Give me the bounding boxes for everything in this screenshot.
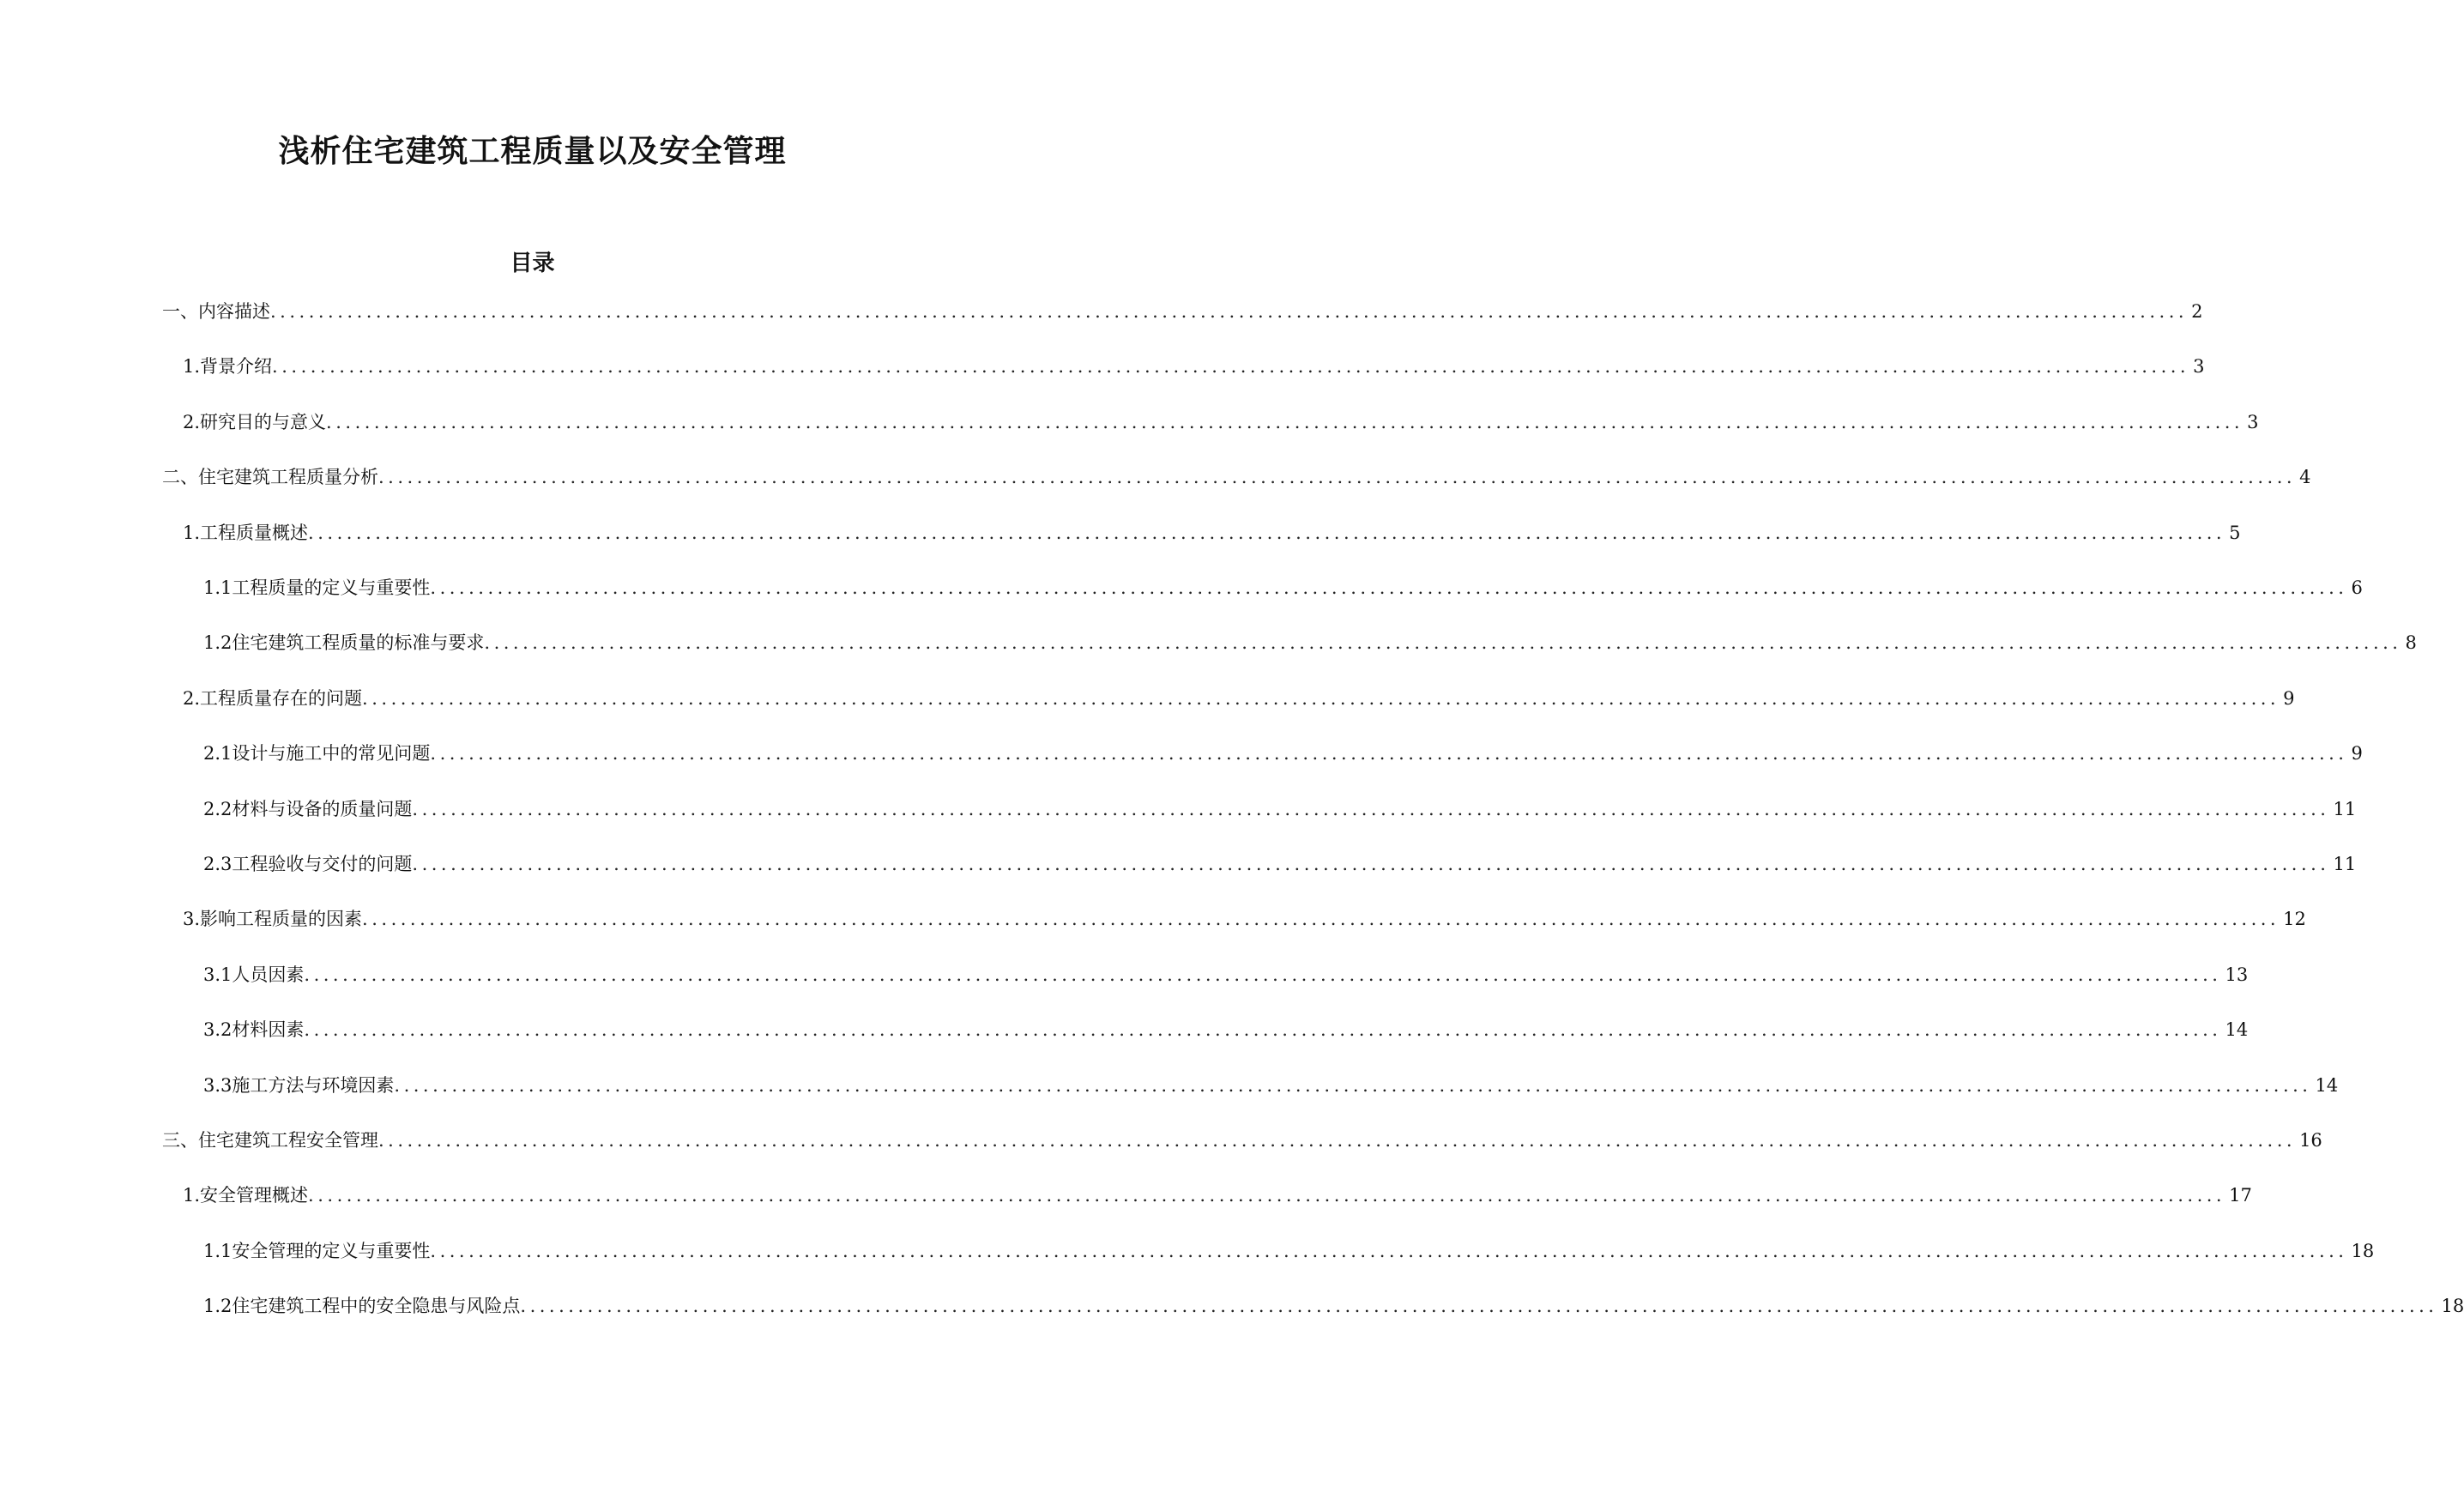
toc-dot-leader: ........................................................................................................................................................................................................ [430,577,2348,598]
toc-entry-number: 2. [183,687,201,709]
toc-entry-number: 2.3 [203,854,233,874]
toc-entry-number: 1. [183,356,201,378]
toc-entry[interactable] [183,686,2295,711]
toc-dot-leader: ........................................................................................................................................................................................................ [412,798,2330,819]
toc-entry[interactable] [183,1182,2252,1208]
toc-dot-leader: ........................................................................................................................................................................................................ [520,1296,2438,1317]
toc-page-number: 9 [2351,743,2363,765]
toc-dot-leader: ........................................................................................................................................................................................................ [326,411,2244,432]
toc-page-number: 4 [2299,467,2311,488]
toc-dot-leader: ........................................................................................................................................................................................................ [270,301,2189,322]
toc-dot-leader: ........................................................................................................................................................................................................ [378,467,2297,488]
toc-entry-title: 工程质量的定义与重要性 [232,577,431,598]
toc-entry-number: 1. [183,522,201,543]
toc-dot-leader: ........................................................................................................................................................................................................ [412,854,2330,874]
toc-entry[interactable] [203,1238,2375,1264]
toc-entry-title: 一、内容描述 [162,301,270,322]
toc-page-number: 11 [2333,854,2357,874]
toc-page-number: 18 [2441,1296,2464,1317]
toc-entry-number: 3.2 [203,1019,233,1041]
toc-entry-number: 3.1 [203,964,233,985]
toc-dot-leader: ........................................................................................................................................................................................................ [304,1019,2222,1041]
toc-entry-number: 1.2 [203,1296,233,1317]
toc-entry-number: 1.2 [203,632,233,654]
toc-entry-title: 施工方法与环境因素 [232,1074,395,1096]
toc-entry[interactable] [203,796,2357,822]
document-title: 浅析住宅建筑工程质量以及安全管理 [278,133,787,169]
toc-entry[interactable] [183,354,2205,379]
toc-page-number: 13 [2225,964,2249,985]
toc-entry-title: 研究目的与意义 [200,411,327,432]
toc-page-number: 6 [2351,577,2363,598]
toc-page-number: 2 [2191,301,2203,322]
toc-page-number: 5 [2229,522,2241,543]
toc-entry-title: 安全管理的定义与重要性 [232,1240,431,1261]
toc-page-number: 14 [2315,1074,2339,1096]
toc-dot-leader: ........................................................................................................................................................................................................ [308,522,2226,543]
toc-dot-leader: ........................................................................................................................................................................................................ [430,743,2348,765]
toc-entry[interactable] [162,299,2203,324]
toc-entry-title: 人员因素 [232,964,305,985]
toc-entry-title: 工程质量存在的问题 [200,687,363,709]
toc-entry-title: 安全管理概述 [200,1185,309,1206]
toc-entry-number: 2.2 [203,798,233,819]
toc-dot-leader: ........................................................................................................................................................................................................ [378,1130,2297,1151]
toc-entry-number: 2.1 [203,743,233,765]
toc-entry[interactable] [203,962,2249,988]
toc-entry-title: 二、住宅建筑工程质量分析 [162,467,378,488]
toc-entry-title: 材料因素 [232,1019,305,1041]
toc-page-number: 8 [2405,632,2417,654]
toc-entry-title: 设计与施工中的常见问题 [232,743,431,765]
toc-entry-title: 工程质量概述 [200,522,309,543]
toc-entry[interactable] [162,1127,2322,1153]
toc-entry[interactable] [203,575,2363,601]
toc-page-number: 17 [2229,1185,2252,1206]
toc-entry-title: 材料与设备的质量问题 [232,798,413,819]
toc-entry-number: 2. [183,411,201,432]
toc-entry[interactable] [203,851,2357,877]
toc-entry[interactable] [183,906,2306,932]
toc-entry[interactable] [162,464,2311,490]
toc-entry-title: 住宅建筑工程质量的标准与要求 [232,632,485,654]
toc-entry-number: 1.1 [203,1240,233,1261]
toc-entry-title: 工程验收与交付的问题 [232,854,413,874]
toc-dot-leader: ........................................................................................................................................................................................................ [304,964,2222,985]
toc-dot-leader: ........................................................................................................................................................................................................ [272,356,2190,378]
toc-entry[interactable] [203,1293,2464,1319]
toc-dot-leader: ........................................................................................................................................................................................................ [394,1074,2312,1096]
toc-entry-title: 三、住宅建筑工程安全管理 [162,1130,378,1151]
toc-page-number: 18 [2351,1240,2375,1261]
toc-page-number: 16 [2299,1130,2322,1151]
toc-dot-leader: ........................................................................................................................................................................................................ [484,632,2402,654]
toc-page-number: 3 [2193,356,2205,378]
toc-entry[interactable] [203,1073,2339,1098]
toc-entry-title: 影响工程质量的因素 [200,909,363,930]
toc-entry-title: 住宅建筑工程中的安全隐患与风险点 [232,1296,521,1317]
toc-dot-leader: ........................................................................................................................................................................................................ [308,1185,2226,1206]
toc-dot-leader: ........................................................................................................................................................................................................ [362,909,2280,930]
toc-dot-leader: ........................................................................................................................................................................................................ [362,687,2280,709]
toc-page-number: 9 [2283,687,2295,709]
toc-entry-number: 1. [183,1185,201,1206]
toc-entry-number: 1.1 [203,577,233,598]
toc-page-number: 11 [2333,798,2357,819]
toc-page-number: 12 [2283,909,2306,930]
toc-page-number: 3 [2247,411,2259,432]
toc-entry[interactable] [183,520,2241,546]
toc-page-number: 14 [2225,1019,2249,1041]
toc-entry[interactable] [203,740,2363,766]
toc-heading: 目录 [510,251,555,276]
toc-entry-number: 3. [183,909,201,930]
toc-entry[interactable] [203,630,2417,656]
toc-entry-title: 背景介绍 [200,356,273,378]
toc-entry[interactable] [183,409,2259,435]
toc-entry[interactable] [203,1017,2249,1043]
toc-dot-leader: ........................................................................................................................................................................................................ [430,1240,2348,1261]
toc-entry-number: 3.3 [203,1074,233,1096]
